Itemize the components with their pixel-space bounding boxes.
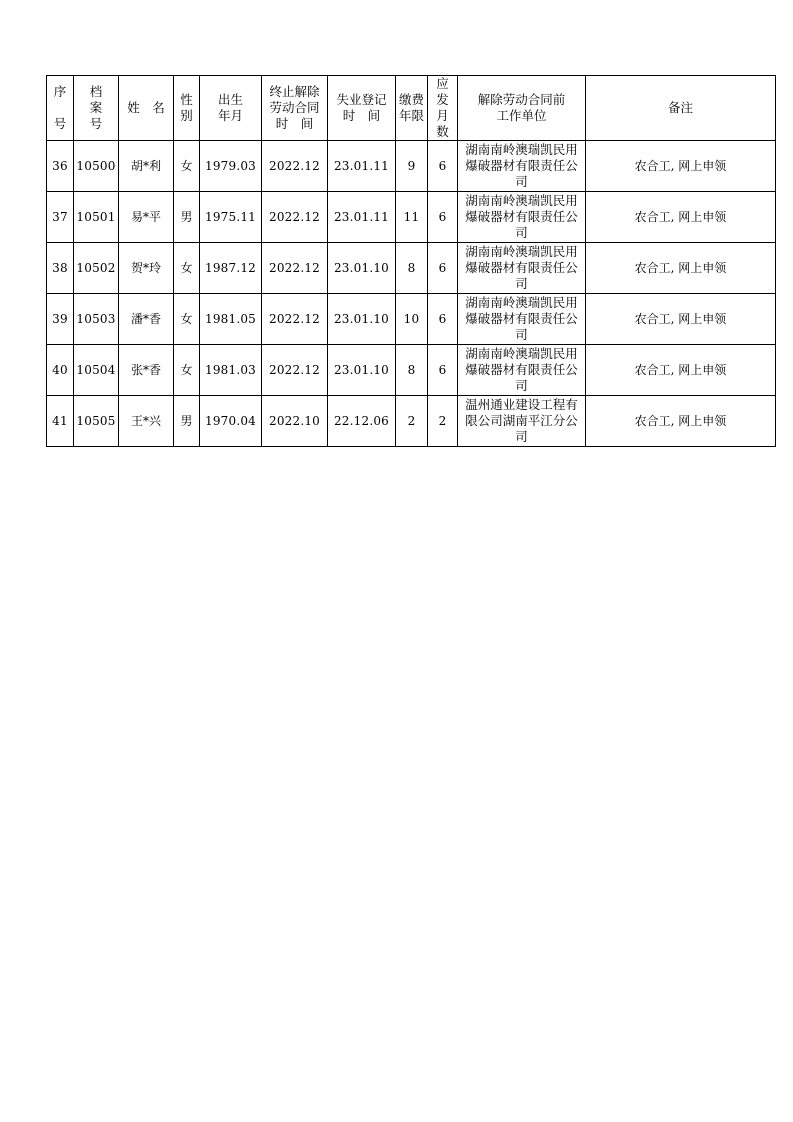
header-payment-years: 缴费 年限 xyxy=(396,76,428,141)
cell-contract-end: 2022.10 xyxy=(262,396,328,447)
cell-name: 潘*香 xyxy=(119,294,174,345)
cell-unemployment-registration: 23.01.10 xyxy=(328,294,396,345)
cell-file-no: 10501 xyxy=(74,192,119,243)
cell-file-no: 10505 xyxy=(74,396,119,447)
cell-file-no: 10500 xyxy=(74,141,119,192)
cell-birth: 1979.03 xyxy=(200,141,262,192)
table-header-row xyxy=(47,76,776,141)
cell-employer: 湖南南岭澳瑞凯民用爆破器材有限责任公司 xyxy=(458,345,586,396)
header-months-due: 应 发 月 数 xyxy=(428,76,458,141)
cell-seq: 38 xyxy=(47,243,74,294)
cell-payment-years: 10 xyxy=(396,294,428,345)
cell-unemployment-registration: 22.12.06 xyxy=(328,396,396,447)
header-gender: 性 别 xyxy=(174,76,200,141)
cell-file-no: 10504 xyxy=(74,345,119,396)
cell-unemployment-registration: 23.01.10 xyxy=(328,243,396,294)
cell-employer: 湖南南岭澳瑞凯民用爆破器材有限责任公司 xyxy=(458,141,586,192)
cell-remarks: 农合工, 网上申领 xyxy=(586,294,776,345)
cell-employer: 湖南南岭澳瑞凯民用爆破器材有限责任公司 xyxy=(458,192,586,243)
cell-file-no: 10502 xyxy=(74,243,119,294)
cell-payment-years: 8 xyxy=(396,243,428,294)
cell-remarks: 农合工, 网上申领 xyxy=(586,141,776,192)
header-unemployment-registration: 失业登记 时 间 xyxy=(328,76,396,141)
header-birth: 出生 年月 xyxy=(200,76,262,141)
cell-seq: 36 xyxy=(47,141,74,192)
cell-seq: 37 xyxy=(47,192,74,243)
cell-gender: 女 xyxy=(174,345,200,396)
cell-remarks: 农合工, 网上申领 xyxy=(586,243,776,294)
cell-contract-end: 2022.12 xyxy=(262,345,328,396)
cell-remarks: 农合工, 网上申领 xyxy=(586,192,776,243)
table-row xyxy=(47,141,776,192)
cell-contract-end: 2022.12 xyxy=(262,141,328,192)
cell-unemployment-registration: 23.01.10 xyxy=(328,345,396,396)
table-row xyxy=(47,243,776,294)
cell-employer: 湖南南岭澳瑞凯民用爆破器材有限责任公司 xyxy=(458,243,586,294)
cell-gender: 男 xyxy=(174,396,200,447)
cell-seq: 41 xyxy=(47,396,74,447)
cell-contract-end: 2022.12 xyxy=(262,192,328,243)
header-file-no: 档 案 号 xyxy=(74,76,119,141)
cell-name: 易*平 xyxy=(119,192,174,243)
cell-gender: 女 xyxy=(174,243,200,294)
table-row xyxy=(47,192,776,243)
cell-seq: 39 xyxy=(47,294,74,345)
cell-unemployment-registration: 23.01.11 xyxy=(328,141,396,192)
cell-name: 贺*玲 xyxy=(119,243,174,294)
cell-file-no: 10503 xyxy=(74,294,119,345)
cell-employer: 温州通业建设工程有限公司湖南平江分公司 xyxy=(458,396,586,447)
cell-contract-end: 2022.12 xyxy=(262,243,328,294)
cell-months-due: 2 xyxy=(428,396,458,447)
header-seq: 序 号 xyxy=(47,76,74,141)
cell-contract-end: 2022.12 xyxy=(262,294,328,345)
header-remarks: 备注 xyxy=(586,76,776,141)
cell-employer: 湖南南岭澳瑞凯民用爆破器材有限责任公司 xyxy=(458,294,586,345)
cell-months-due: 6 xyxy=(428,345,458,396)
cell-payment-years: 8 xyxy=(396,345,428,396)
table-row xyxy=(47,345,776,396)
cell-remarks: 农合工, 网上申领 xyxy=(586,396,776,447)
cell-gender: 女 xyxy=(174,141,200,192)
table-row xyxy=(47,396,776,447)
cell-remarks: 农合工, 网上申领 xyxy=(586,345,776,396)
cell-name: 王*兴 xyxy=(119,396,174,447)
cell-birth: 1987.12 xyxy=(200,243,262,294)
cell-birth: 1981.03 xyxy=(200,345,262,396)
cell-payment-years: 11 xyxy=(396,192,428,243)
cell-birth: 1970.04 xyxy=(200,396,262,447)
cell-payment-years: 2 xyxy=(396,396,428,447)
cell-gender: 女 xyxy=(174,294,200,345)
cell-birth: 1981.05 xyxy=(200,294,262,345)
cell-months-due: 6 xyxy=(428,141,458,192)
cell-birth: 1975.11 xyxy=(200,192,262,243)
header-name: 姓 名 xyxy=(119,76,174,141)
cell-name: 张*香 xyxy=(119,345,174,396)
cell-months-due: 6 xyxy=(428,192,458,243)
cell-unemployment-registration: 23.01.11 xyxy=(328,192,396,243)
cell-name: 胡*利 xyxy=(119,141,174,192)
header-employer: 解除劳动合同前 工作单位 xyxy=(458,76,586,141)
header-contract-end: 终止解除 劳动合同 时 间 xyxy=(262,76,328,141)
cell-months-due: 6 xyxy=(428,243,458,294)
unemployment-benefit-table xyxy=(46,75,776,447)
cell-seq: 40 xyxy=(47,345,74,396)
table-row xyxy=(47,294,776,345)
cell-payment-years: 9 xyxy=(396,141,428,192)
cell-gender: 男 xyxy=(174,192,200,243)
cell-months-due: 6 xyxy=(428,294,458,345)
